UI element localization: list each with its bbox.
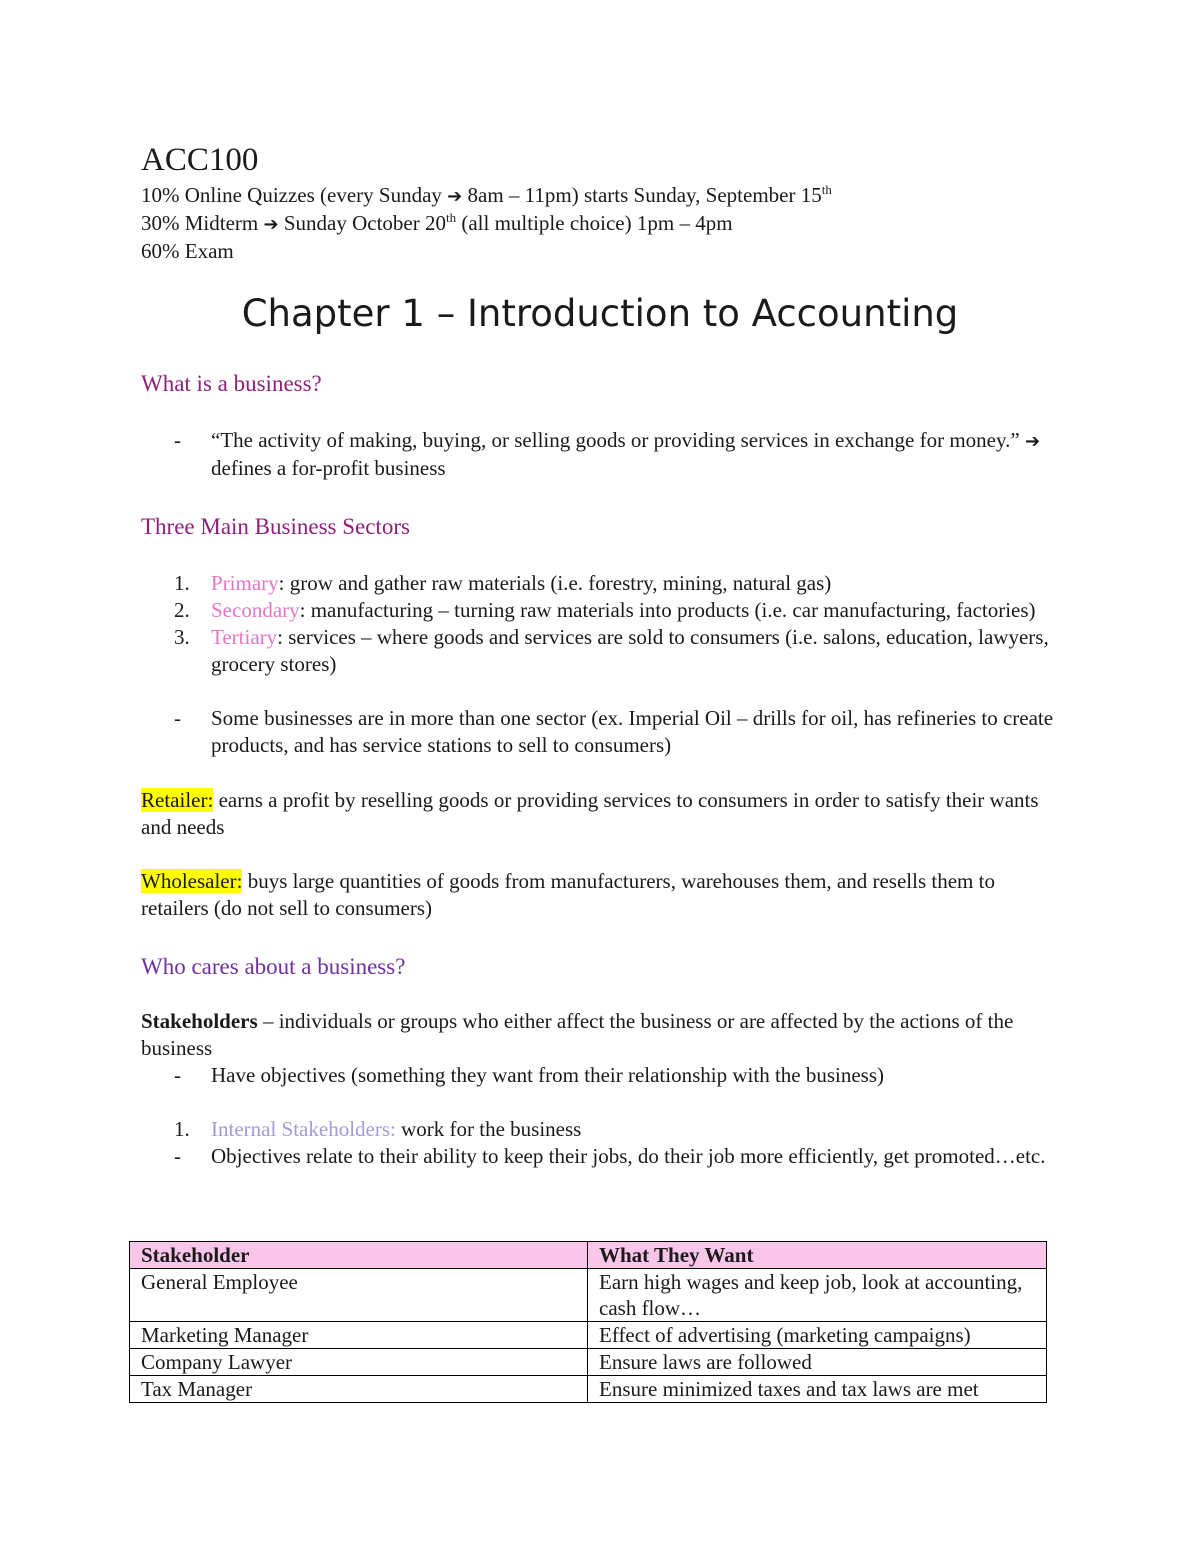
internal-term: Internal Stakeholders: (211, 1117, 396, 1141)
column-header: Stakeholder (130, 1242, 588, 1269)
arrow-icon: ➔ (1024, 431, 1041, 452)
table-row (130, 1269, 1047, 1322)
sector-term: Tertiary (211, 625, 278, 649)
quote-text: “The activity of making, buying, or selling goods or providing services in exchange for money.” (211, 428, 1025, 452)
quote-tail: defines a for-profit business (211, 456, 446, 480)
internal-note (141, 1143, 1061, 1170)
dash-bullet: - (174, 428, 181, 452)
heading-what-is-business: What is a business? (141, 371, 322, 396)
list-item (141, 624, 1061, 678)
quizzes-text-cont: 8am – 11pm) starts Sunday, September 15 (462, 183, 822, 207)
list-item (141, 570, 1061, 597)
stakeholders-definition (141, 1008, 1061, 1062)
stakeholder-table (129, 1241, 1047, 1403)
midterm-text: 30% Midterm (141, 211, 264, 235)
retailer-definition (141, 787, 1061, 841)
table-cell: Tax Manager (130, 1376, 588, 1403)
table-cell: Company Lawyer (130, 1349, 588, 1376)
ordinal-suffix: th (445, 210, 457, 225)
wholesaler-text: buys large quantities of goods from manufacturers, warehouses them, and resells them to retailers (do not sell to consumers) (141, 869, 995, 920)
stakeholders-term: Stakeholders (141, 1009, 258, 1033)
heading-who-cares: Who cares about a business? (141, 954, 406, 979)
table-cell: Ensure minimized taxes and tax laws are met (588, 1376, 1047, 1403)
chapter-title: Chapter 1 – Introduction to Accounting (241, 292, 959, 335)
wholesaler-definition (141, 868, 1061, 922)
table-row (130, 1376, 1047, 1403)
table-cell: General Employee (130, 1269, 588, 1322)
list-item (141, 597, 1061, 624)
sector-term: Primary (211, 571, 279, 595)
table-cell: Marketing Manager (130, 1322, 588, 1349)
business-definition (141, 427, 1061, 482)
list-number: 2. (174, 598, 190, 622)
wholesaler-term: Wholesaler: (141, 869, 243, 893)
sector-text: : manufacturing – turning raw materials into products (i.e. car manufacturing, factories) (299, 598, 1036, 622)
list-item (141, 1116, 1061, 1143)
stakeholders-text: – individuals or groups who either affect the business or are affected by the actions of the business (141, 1009, 1014, 1060)
grading-midterm (141, 210, 1061, 238)
quizzes-text: 10% Online Quizzes (every Sunday (141, 183, 448, 207)
table-cell: Earn high wages and keep job, look at accounting, cash flow… (588, 1269, 1047, 1322)
course-title: ACC100 (141, 142, 259, 178)
table-header-row (130, 1242, 1047, 1269)
objectives-text: Have objectives (something they want from their relationship with the business) (211, 1063, 885, 1087)
heading-sectors: Three Main Business Sectors (141, 514, 410, 539)
list-number: 1. (174, 571, 190, 595)
column-header: What They Want (588, 1242, 1047, 1269)
ordinal-suffix: th (821, 182, 832, 197)
midterm-text-cont: Sunday October 20 (278, 211, 446, 235)
list-number: 3. (174, 625, 190, 649)
midterm-text-end: (all multiple choice) 1pm – 4pm (456, 211, 733, 235)
internal-text: work for the business (395, 1117, 582, 1141)
document-page (141, 140, 1061, 1170)
internal-note-text: Objectives relate to their ability to keep their jobs, do their job more efficiently, get promoted…etc. (211, 1144, 1046, 1168)
dash-bullet: - (174, 1144, 181, 1168)
objectives-note (141, 1062, 1061, 1089)
list-number: 1. (174, 1117, 190, 1141)
table-cell: Ensure laws are followed (588, 1349, 1047, 1376)
arrow-icon: ➔ (447, 186, 463, 207)
arrow-icon: ➔ (263, 214, 279, 235)
table-row (130, 1349, 1047, 1376)
dash-bullet: - (174, 1063, 181, 1087)
sector-text: : grow and gather raw materials (i.e. forestry, mining, natural gas) (278, 571, 832, 595)
grading-quizzes (141, 182, 1061, 210)
table-row (130, 1322, 1047, 1349)
sector-text: : services – where goods and services are sold to consumers (i.e. salons, education, lawyers, grocery stores) (211, 625, 1049, 676)
retailer-text: earns a profit by reselling goods or providing services to consumers in order to satisfy their wants and needs (141, 788, 1039, 839)
dash-bullet: - (174, 706, 181, 730)
table-cell: Effect of advertising (marketing campaigns) (588, 1322, 1047, 1349)
note-text: Some businesses are in more than one sector (ex. Imperial Oil – drills for oil, has refineries to create products, and has service stations to sell to consumers) (211, 706, 1054, 757)
grading-exam: 60% Exam (141, 239, 234, 263)
sector-note (141, 705, 1061, 759)
sector-term: Secondary (211, 598, 300, 622)
retailer-term: Retailer: (141, 788, 214, 812)
